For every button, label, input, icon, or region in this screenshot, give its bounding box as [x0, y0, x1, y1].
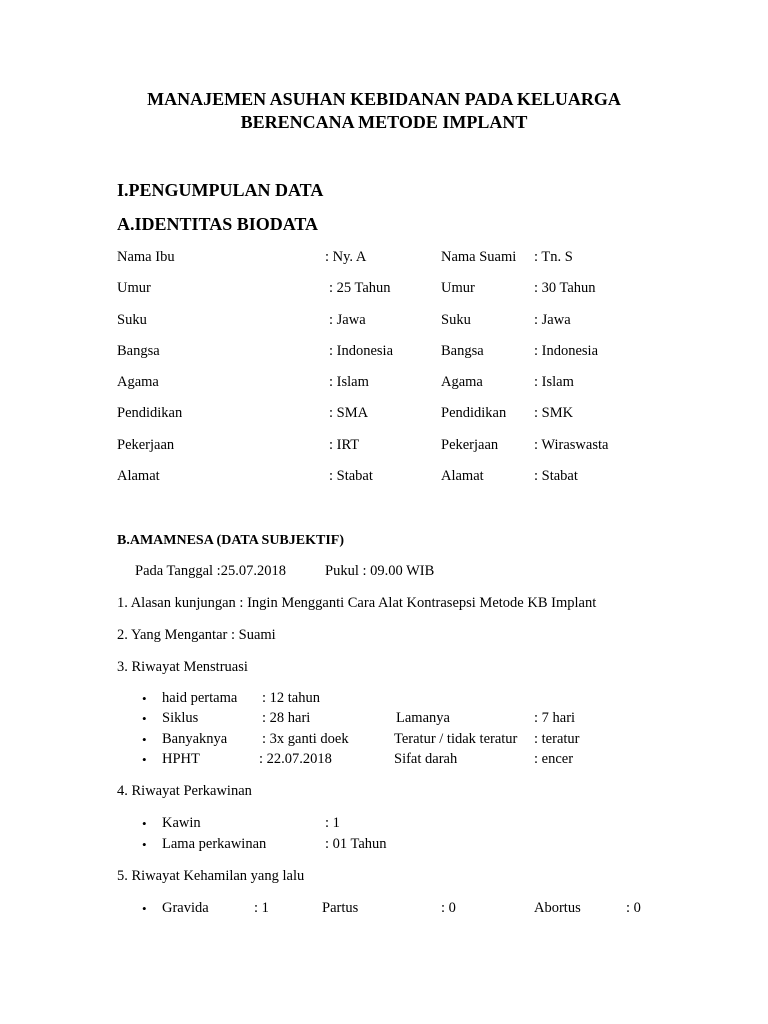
value-ibu: : Islam — [329, 374, 369, 390]
label-ibu: Pekerjaan — [117, 437, 175, 453]
bullet-icon: • — [142, 752, 147, 767]
riwayat-perkawinan-heading: 4. Riwayat Perkawinan — [117, 783, 252, 799]
doc-title-line1: MANAJEMEN ASUHAN KEBIDANAN PADA KELUARGA — [147, 89, 621, 109]
value-suami: : Tn. S — [534, 249, 573, 265]
bullet-icon: • — [142, 732, 147, 747]
list-item-label: HPHT — [162, 751, 200, 767]
label-suami: Alamat — [441, 468, 484, 484]
list-item-label: haid pertama — [162, 690, 238, 706]
list-item-value-2: : teratur — [534, 731, 580, 747]
pukul-kunjungan: Pukul : 09.00 WIB — [325, 563, 435, 579]
value-ibu: : Indonesia — [329, 343, 394, 359]
label-suami: Suku — [441, 312, 471, 328]
list-item-label: Kawin — [162, 815, 201, 831]
list-item-label: Banyaknya — [162, 731, 228, 747]
list-item-value: : 22.07.2018 — [259, 751, 332, 767]
section-anamnesa: B.AMAMNESA (DATA SUBJEKTIF) — [117, 533, 345, 548]
label-ibu: Agama — [117, 374, 159, 390]
value-ibu: : Jawa — [329, 312, 366, 328]
value-suami: : Wiraswasta — [534, 437, 609, 453]
value-ibu: : 25 Tahun — [329, 280, 391, 296]
gravida-value: : 1 — [254, 900, 269, 916]
bullet-icon: • — [142, 901, 147, 916]
bullet-icon: • — [142, 711, 147, 726]
alasan-kunjungan: 1. Alasan kunjungan : Ingin Mengganti Cara Alat Kontrasepsi Metode KB Implant — [117, 595, 597, 611]
value-suami: : Indonesia — [534, 343, 599, 359]
tanggal-kunjungan: Pada Tanggal :25.07.2018 — [135, 563, 286, 579]
list-item-label: Siklus — [162, 710, 199, 726]
value-suami: : Stabat — [534, 468, 578, 484]
label-ibu: Nama Ibu — [117, 249, 175, 265]
value-suami: : SMK — [534, 405, 574, 421]
value-suami: : Jawa — [534, 312, 571, 328]
abortus-label: Abortus — [534, 900, 581, 916]
list-item-value: : 12 tahun — [262, 690, 320, 706]
label-suami: Umur — [441, 280, 475, 296]
list-item-label-2: Teratur / tidak teratur — [394, 731, 518, 747]
riwayat-menstruasi-heading: 3. Riwayat Menstruasi — [117, 659, 248, 675]
list-item-label-2: Sifat darah — [394, 751, 458, 767]
partus-label: Partus — [322, 900, 359, 916]
value-suami: : 30 Tahun — [534, 280, 596, 296]
value-suami: : Islam — [534, 374, 574, 390]
list-item-value-2: : 7 hari — [534, 710, 576, 726]
section-identitas-biodata: A.IDENTITAS BIODATA — [117, 214, 319, 234]
bullet-icon: • — [142, 837, 147, 852]
label-suami: Nama Suami — [441, 249, 517, 265]
abortus-value: : 0 — [626, 900, 641, 916]
label-ibu: Pendidikan — [117, 405, 183, 421]
partus-value: : 0 — [441, 900, 456, 916]
list-item-label: Lama perkawinan — [162, 836, 267, 852]
doc-title-line2: BERENCANA METODE IMPLANT — [240, 112, 528, 132]
list-item-value-2: : encer — [534, 751, 574, 767]
label-suami: Pendidikan — [441, 405, 507, 421]
label-ibu: Umur — [117, 280, 151, 296]
yang-mengantar: 2. Yang Mengantar : Suami — [117, 627, 276, 643]
list-item-label-2: Lamanya — [396, 710, 450, 726]
section-pengumpulan-data: I.PENGUMPULAN DATA — [117, 180, 324, 200]
label-suami: Bangsa — [441, 343, 484, 359]
label-suami: Pekerjaan — [441, 437, 499, 453]
label-ibu: Alamat — [117, 468, 160, 484]
value-ibu: : IRT — [329, 437, 360, 453]
list-item-value: : 28 hari — [262, 710, 311, 726]
list-item-value: : 1 — [325, 815, 340, 831]
riwayat-kehamilan-heading: 5. Riwayat Kehamilan yang lalu — [117, 868, 305, 884]
bullet-icon: • — [142, 816, 147, 831]
value-ibu: : SMA — [329, 405, 369, 421]
value-ibu: : Stabat — [329, 468, 373, 484]
label-ibu: Bangsa — [117, 343, 160, 359]
label-suami: Agama — [441, 374, 483, 390]
gravida-label: Gravida — [162, 900, 209, 916]
label-ibu: Suku — [117, 312, 147, 328]
value-ibu: : Ny. A — [325, 249, 367, 265]
bullet-icon: • — [142, 691, 147, 706]
list-item-value: : 01 Tahun — [325, 836, 387, 852]
list-item-value: : 3x ganti doek — [262, 731, 349, 747]
